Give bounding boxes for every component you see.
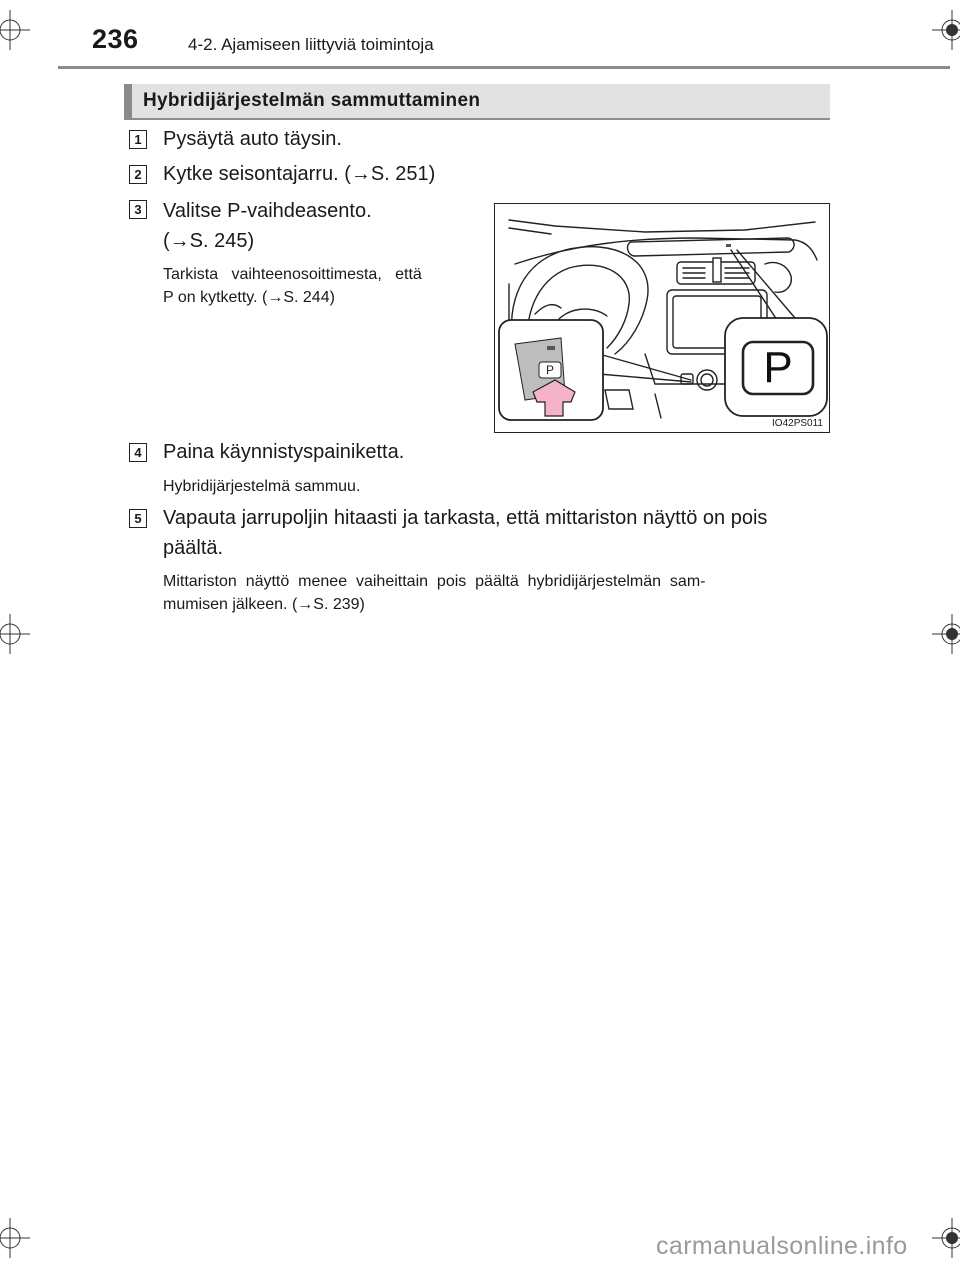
section-heading [124,84,830,120]
step-number-5: 5 [129,509,147,528]
step-number-1: 1 [129,130,147,149]
step-3-note-line-2: P on kytketty. (→S. 244) [163,289,335,306]
step-5-line-2: päältä. [163,537,224,559]
step-number-4: 4 [129,443,147,462]
step-2-text: Kytke seisontajarru. (→S. 251) [163,163,436,185]
step-3-note-line-1: Tarkista vaihteenosoittimesta, että [163,266,422,283]
crop-mark-mid-right [932,614,960,654]
crop-mark-bottom-left [0,1218,30,1258]
step-number-2: 2 [129,165,147,184]
step-4-text: Paina käynnistyspainiketta. [163,441,405,463]
step-5-line-1: Vapauta jarrupoljin hitaasti ja tarkasta, että mittariston näyttö on pois [163,507,768,529]
callout-letter: P [763,343,793,392]
page-number: 236 [92,24,139,54]
illustration-code: IO42PS011 [772,418,823,429]
crop-mark-bottom-right [932,1218,960,1258]
step-3-line-1: Valitse P-vaihdeasento. [163,200,372,222]
section-title: Hybridijärjestelmän sammuttaminen [143,90,481,111]
dashboard-drawing [495,204,829,432]
chapter-title: 4-2. Ajamiseen liittyviä toimintoja [188,35,434,54]
crop-mark-top-right [932,10,960,50]
step-number-3: 3 [129,200,147,219]
button-letter: P [545,363,555,377]
step-4-note: Hybridijärjestelmä sammuu. [163,478,361,495]
shift-position-illustration [494,203,830,433]
watermark: carmanualsonline.info [656,1232,908,1260]
section-accent [124,84,132,118]
crop-mark-top-left [0,10,30,50]
header-rule [58,66,950,69]
step-3-line-2: (→S. 245) [163,230,255,252]
step-5-note-line-2: mumisen jälkeen. (→S. 239) [163,596,365,613]
step-1-text: Pysäytä auto täysin. [163,128,342,150]
step-5-note-line-1: Mittariston näyttö menee vaiheittain pois päältä hybridijärjestelmän sam- [163,573,706,590]
crop-mark-mid-left [0,614,30,654]
